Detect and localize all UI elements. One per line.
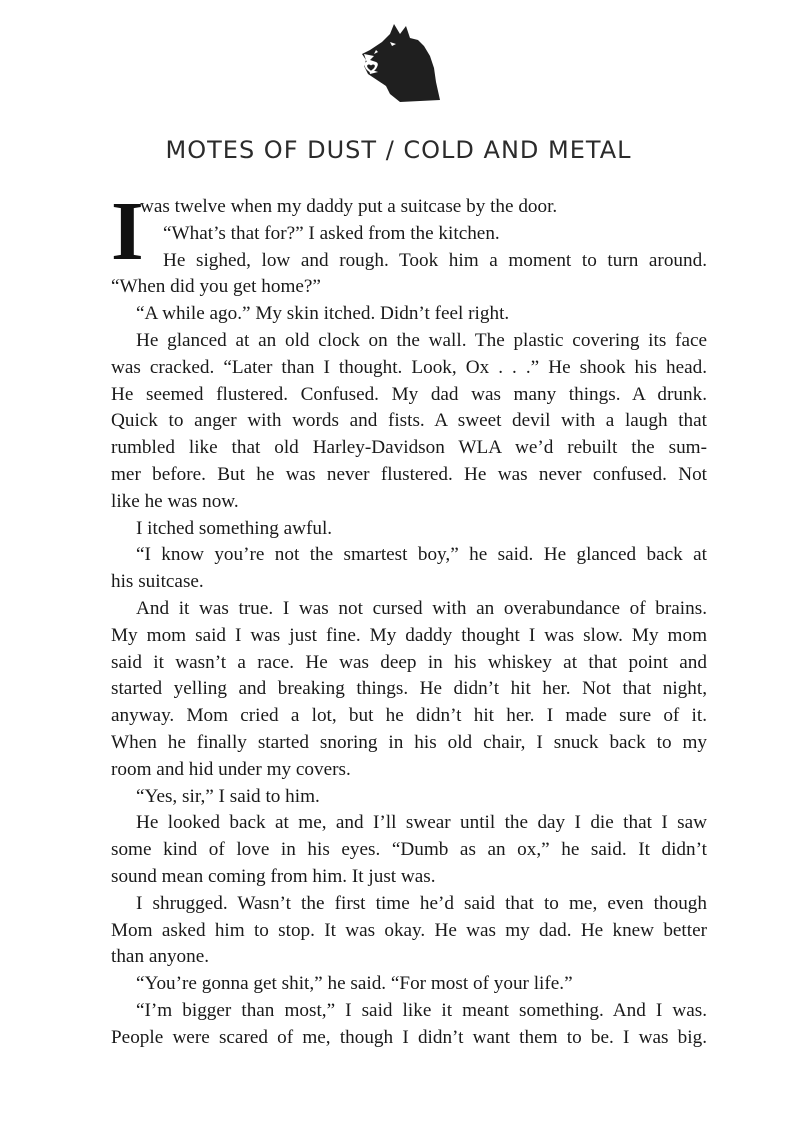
text-line: Quick to anger with words and fists. A sweet devil with a laugh that xyxy=(111,410,707,432)
text-line: said it wasn’t a race. He was deep in his whiskey at that point and xyxy=(111,651,707,673)
text-line: than anyone. xyxy=(111,946,210,968)
paragraph xyxy=(111,784,707,811)
text-line: “Yes, sir,” I said to him. xyxy=(136,785,320,807)
text-line: People were scared of me, though I didn’t want them to be. I was big. xyxy=(111,1026,707,1048)
opening-paragraphs xyxy=(111,185,707,301)
text-line: was twelve when my daddy put a suitcase by the door. xyxy=(140,196,558,217)
text-line: He seemed flustered. Confused. My dad was many things. A drunk. xyxy=(111,383,707,405)
paragraph xyxy=(111,998,707,1052)
text-line: mer before. But he was never flustered. He was never confused. Not xyxy=(111,463,707,485)
text-line: like he was now. xyxy=(111,490,239,512)
text-line: “When did you get home?” xyxy=(111,276,321,298)
text-line: rumbled like that old Harley-Davidson WLA we’d rebuilt the sum- xyxy=(111,437,707,459)
text-line: started yelling and breaking things. He didn’t hit her. Not that night, xyxy=(111,678,707,700)
text-line: “You’re gonna get shit,” he said. “For most of your life.” xyxy=(136,973,573,995)
text-line: sound mean coming from him. It just was. xyxy=(111,865,436,887)
text-line: anyway. Mom cried a lot, but he didn’t hit her. I made sure of it. xyxy=(111,705,707,727)
text-line: his suitcase. xyxy=(111,571,204,593)
text-line: “What’s that for?” I asked from the kitchen. xyxy=(163,222,500,244)
text-line: some kind of love in his eyes. “Dumb as an ox,” he said. It didn’t xyxy=(111,839,707,861)
text-line: Mom asked him to stop. It was okay. He was my dad. He knew better xyxy=(111,919,707,941)
text-line: “I’m bigger than most,” I said like it meant something. And I was. xyxy=(136,999,707,1021)
text-line: “I know you’re not the smartest boy,” he said. He glanced back at xyxy=(136,544,707,566)
text-line: room and hid under my covers. xyxy=(111,758,351,780)
paragraph xyxy=(111,301,707,328)
paragraph xyxy=(111,596,707,784)
text-line: I shrugged. Wasn’t the first time he’d said that to me, even though xyxy=(136,892,707,914)
chapter-body xyxy=(111,185,707,1052)
text-line: When he finally started snoring in his old chair, I snuck back to my xyxy=(111,731,707,753)
drop-cap: I xyxy=(111,185,144,278)
text-line: He looked back at me, and I’ll swear until the day I die that I saw xyxy=(136,812,707,834)
paragraph xyxy=(111,891,707,971)
text-line: And it was true. I was not cursed with an overabundance of brains. xyxy=(136,597,707,619)
paragraph xyxy=(111,542,707,596)
text-line: was cracked. “Later than I thought. Look, Ox . . .” He shook his head. xyxy=(111,356,707,378)
text-line: “A while ago.” My skin itched. Didn’t feel right. xyxy=(136,303,510,325)
text-line: He glanced at an old clock on the wall. The plastic covering its face xyxy=(136,329,707,351)
text-line: He sighed, low and rough. Took him a moment to turn around. xyxy=(163,249,707,271)
paragraph xyxy=(111,971,707,998)
chapter-title: MOTES OF DUST / COLD AND METAL xyxy=(165,136,632,164)
text-line: My mom said I was just fine. My daddy thought I was slow. My mom xyxy=(111,624,707,646)
text-line: I itched something awful. xyxy=(136,517,333,539)
paragraph xyxy=(111,516,707,543)
paragraph xyxy=(111,328,707,516)
paragraph xyxy=(111,810,707,890)
wolf-head-icon xyxy=(360,20,442,104)
